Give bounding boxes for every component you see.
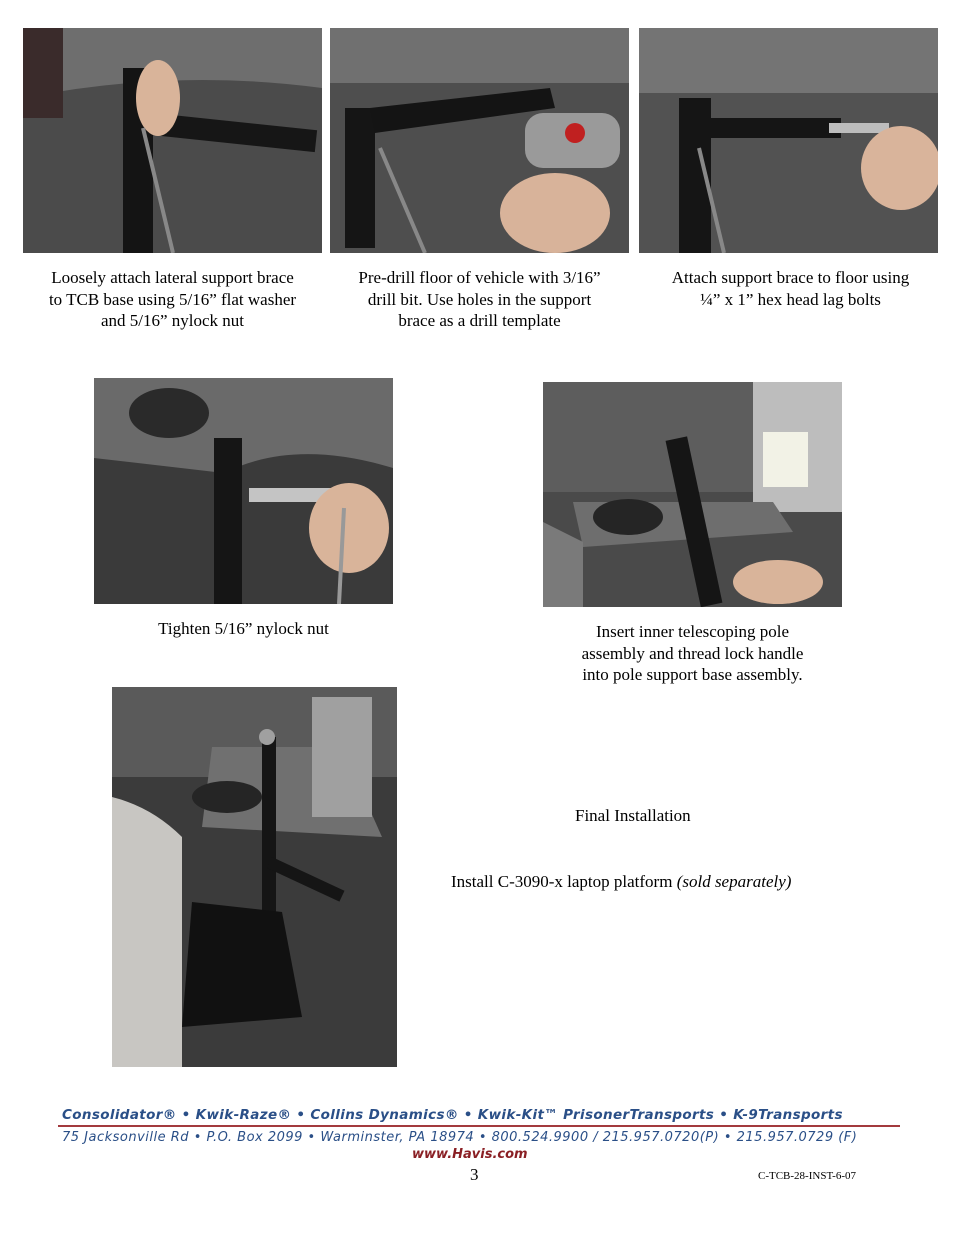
instruction-italic-text: (sold separately) xyxy=(676,872,792,891)
instruction-main-text: Install C-3090-x laptop platform xyxy=(451,872,677,891)
final-installation-instruction xyxy=(451,872,791,892)
photo-attach-lateral-brace xyxy=(23,28,322,253)
footer-divider xyxy=(58,1125,900,1127)
photo-tighten-nut xyxy=(94,378,393,604)
final-installation-title: Final Installation xyxy=(575,806,691,825)
photo-final-installation xyxy=(112,687,397,1067)
caption-step-3: Attach support brace to floor using ¼” x 1” hex head lag bolts xyxy=(671,268,910,309)
footer-website-link[interactable]: www.Havis.com xyxy=(412,1147,528,1162)
page-number: 3 xyxy=(470,1165,479,1184)
caption-step-4: Tighten 5/16” nylock nut xyxy=(158,619,329,638)
document-code: C-TCB-28-INST-6-07 xyxy=(758,1170,856,1182)
footer-brands: Consolidator® • Kwik-Raze® • Collins Dynamics® • Kwik-Kit™ PrisonerTransports • K-9Transports xyxy=(62,1107,843,1123)
footer-address: 75 Jacksonville Rd • P.O. Box 2099 • Warminster, PA 18974 • 800.524.9900 / 215.957.0720(P) • 215.957.0729 (F) xyxy=(62,1130,858,1145)
caption-step-2: Pre-drill floor of vehicle with 3/16” drill bit. Use holes in the support brace as a drill template xyxy=(358,268,601,330)
photo-attach-brace-floor xyxy=(639,28,938,253)
photo-insert-pole xyxy=(543,382,842,607)
photo-pre-drill-floor xyxy=(330,28,629,253)
caption-step-5: Insert inner telescoping pole assembly and thread lock handle into pole support base assembly. xyxy=(581,622,804,684)
caption-step-1: Loosely attach lateral support brace to TCB base using 5/16” flat washer and 5/16” nylock nut xyxy=(48,268,297,330)
